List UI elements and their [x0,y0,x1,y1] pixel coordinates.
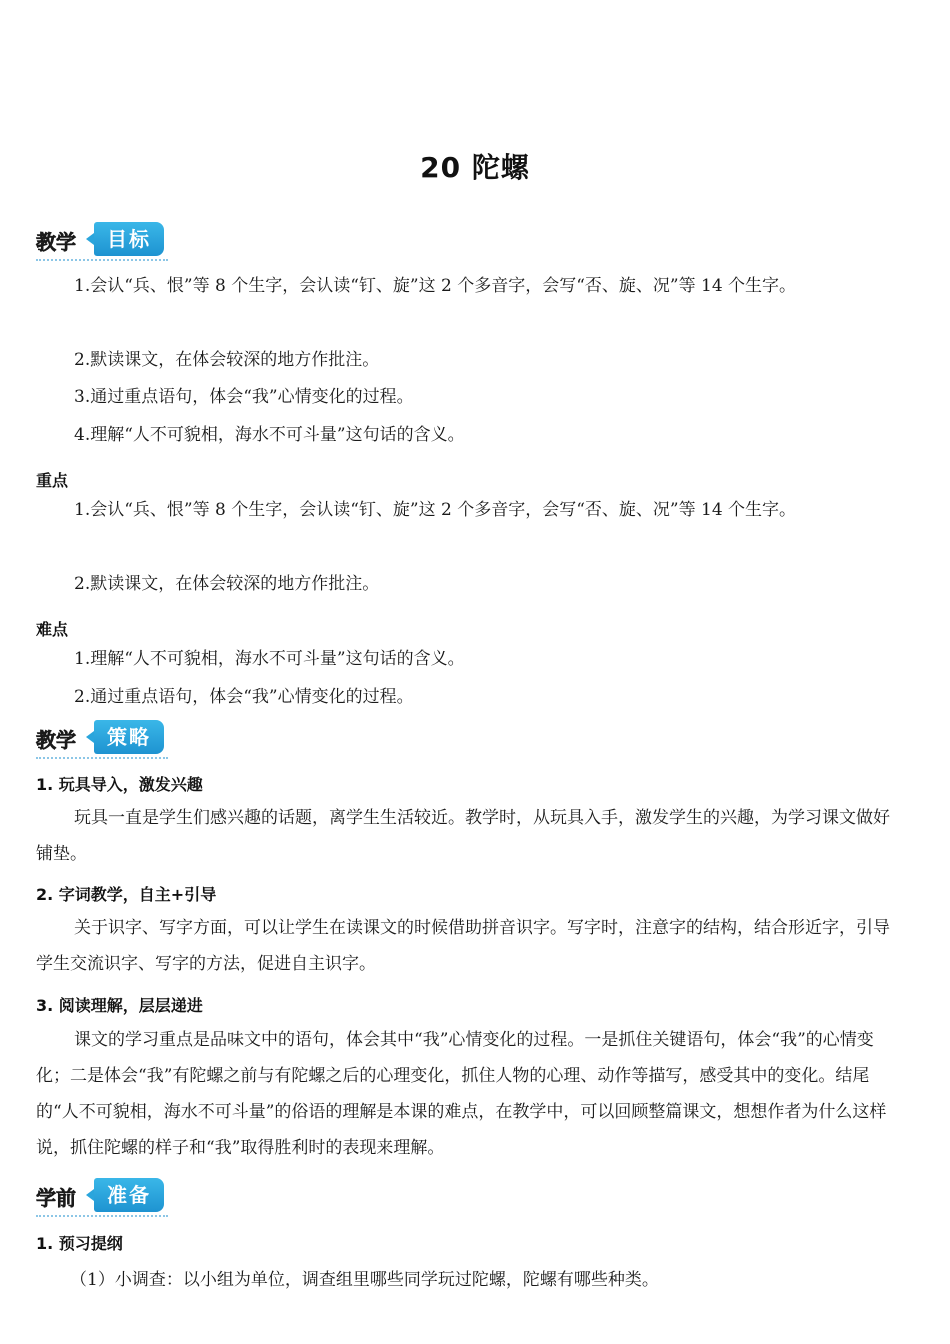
prep-item: （1）小调查：以小组为单位，调查组里哪些同学玩过陀螺，陀螺有哪些种类。 [70,1270,659,1290]
lesson-title: 20 陀螺 [420,151,530,184]
section-underline [36,259,168,264]
section-header-goals [36,222,176,266]
strategy-heading: 2. 字词教学，自主+引导 [36,885,217,904]
key-point-item: 1.会认“兵、恨”等 8 个生字，会认读“钉、旋”这 2 个多音字，会写“否、旋、况”等 14 个生字。 [74,500,797,520]
goal-item: 4.理解“人不可貌相，海水不可斗量”这句话的含义。 [74,425,465,445]
strategy-text: 课文的学习重点是品味文中的语句，体会其中“我”心情变化的过程。一是抓住关键语句，体会“我”的心情变化；二是体会“我”有陀螺之前与有陀螺之后的心理变化，抓住人物的心理、动作等描写，感受其中的变化。结尾的“人不可貌相，海水不可斗量”的俗语的理解是本课的难点，在教学中，可以回顾整篇课文，想想作者为什么这样说，抓住陀螺的样子和“我”取得胜利时的表现来理解。 [36,1030,887,1158]
section-underline [36,1215,168,1220]
goal-item: 1.会认“兵、恨”等 8 个生字，会认读“钉、旋”这 2 个多音字，会写“否、旋、况”等 14 个生字。 [74,276,797,296]
section-lead: 教学 [36,230,76,254]
strategy-heading: 1. 玩具导入，激发兴趣 [36,775,203,794]
section-underline [36,757,168,762]
section-lead: 学前 [36,1186,76,1210]
difficult-point-item: 2.通过重点语句，体会“我”心情变化的过程。 [74,687,414,707]
strategy-text: 关于识字、写字方面，可以让学生在读课文的时候借助拼音识字。写字时，注意字的结构，结合形近字，引导学生交流识字、写字的方法，促进自主识字。 [36,918,890,974]
goal-item: 2.默读课文，在体会较深的地方作批注。 [74,350,380,370]
section-tag: 目标 [94,222,164,256]
key-point-item: 2.默读课文，在体会较深的地方作批注。 [74,574,380,594]
strategy-heading: 3. 阅读理解，层层递进 [36,996,203,1015]
section-header-prep [36,1178,176,1222]
section-tag: 准备 [94,1178,164,1212]
difficult-points-heading: 难点 [36,620,69,639]
section-header-strategy [36,720,176,764]
key-points-heading: 重点 [36,471,69,490]
section-lead: 教学 [36,728,76,752]
goal-item: 3.通过重点语句，体会“我”心情变化的过程。 [74,387,414,407]
difficult-point-item: 1.理解“人不可貌相，海水不可斗量”这句话的含义。 [74,649,465,669]
section-tag: 策略 [94,720,164,754]
prep-heading: 1. 预习提纲 [36,1234,123,1253]
strategy-text: 玩具一直是学生们感兴趣的话题，离学生生活较近。教学时，从玩具入手，激发学生的兴趣，为学习课文做好铺垫。 [36,808,890,864]
